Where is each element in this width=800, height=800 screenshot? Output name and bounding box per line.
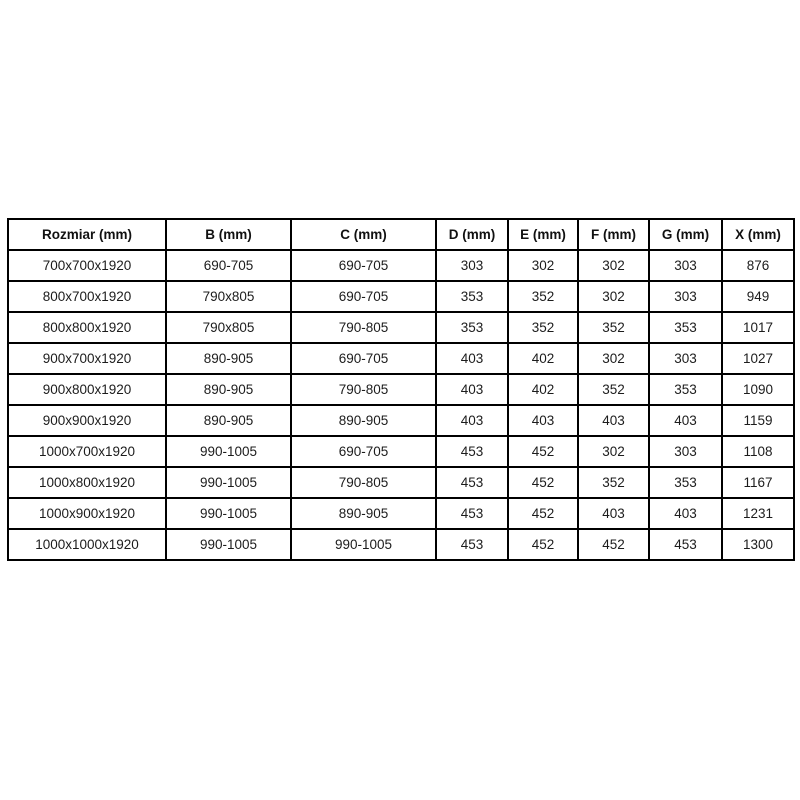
table-header-row bbox=[8, 219, 794, 250]
column-header-f: F (mm) bbox=[578, 219, 649, 250]
cell-b: 890-905 bbox=[166, 343, 291, 374]
cell-rozmiar: 1000x700x1920 bbox=[8, 436, 166, 467]
cell-e: 452 bbox=[508, 436, 578, 467]
cell-f: 302 bbox=[578, 281, 649, 312]
cell-x: 1108 bbox=[722, 436, 794, 467]
cell-rozmiar: 900x700x1920 bbox=[8, 343, 166, 374]
cell-x: 1017 bbox=[722, 312, 794, 343]
table-row bbox=[8, 281, 794, 312]
cell-e: 402 bbox=[508, 343, 578, 374]
cell-d: 403 bbox=[436, 343, 508, 374]
cell-g: 403 bbox=[649, 405, 722, 436]
cell-g: 303 bbox=[649, 250, 722, 281]
cell-rozmiar: 1000x900x1920 bbox=[8, 498, 166, 529]
column-header-g: G (mm) bbox=[649, 219, 722, 250]
dimension-spec-table bbox=[7, 218, 795, 561]
cell-x: 1027 bbox=[722, 343, 794, 374]
cell-e: 302 bbox=[508, 250, 578, 281]
table-row bbox=[8, 250, 794, 281]
cell-g: 453 bbox=[649, 529, 722, 560]
cell-g: 353 bbox=[649, 312, 722, 343]
column-header-rozmiar: Rozmiar (mm) bbox=[8, 219, 166, 250]
cell-b: 890-905 bbox=[166, 374, 291, 405]
cell-c: 890-905 bbox=[291, 405, 436, 436]
table-row bbox=[8, 374, 794, 405]
cell-rozmiar: 900x900x1920 bbox=[8, 405, 166, 436]
cell-c: 690-705 bbox=[291, 343, 436, 374]
column-header-d: D (mm) bbox=[436, 219, 508, 250]
cell-x: 876 bbox=[722, 250, 794, 281]
column-header-x: X (mm) bbox=[722, 219, 794, 250]
cell-rozmiar: 800x800x1920 bbox=[8, 312, 166, 343]
cell-g: 303 bbox=[649, 436, 722, 467]
cell-g: 303 bbox=[649, 343, 722, 374]
cell-c: 790-805 bbox=[291, 312, 436, 343]
cell-d: 403 bbox=[436, 405, 508, 436]
cell-e: 352 bbox=[508, 312, 578, 343]
cell-rozmiar: 800x700x1920 bbox=[8, 281, 166, 312]
cell-g: 353 bbox=[649, 467, 722, 498]
cell-c: 690-705 bbox=[291, 436, 436, 467]
cell-b: 990-1005 bbox=[166, 529, 291, 560]
cell-f: 352 bbox=[578, 467, 649, 498]
cell-rozmiar: 1000x800x1920 bbox=[8, 467, 166, 498]
cell-x: 1090 bbox=[722, 374, 794, 405]
cell-x: 1300 bbox=[722, 529, 794, 560]
cell-e: 452 bbox=[508, 498, 578, 529]
table-row bbox=[8, 467, 794, 498]
column-header-e: E (mm) bbox=[508, 219, 578, 250]
cell-c: 790-805 bbox=[291, 467, 436, 498]
cell-f: 403 bbox=[578, 498, 649, 529]
table-row bbox=[8, 498, 794, 529]
cell-x: 949 bbox=[722, 281, 794, 312]
cell-e: 402 bbox=[508, 374, 578, 405]
cell-rozmiar: 700x700x1920 bbox=[8, 250, 166, 281]
cell-e: 403 bbox=[508, 405, 578, 436]
cell-c: 790-805 bbox=[291, 374, 436, 405]
cell-g: 403 bbox=[649, 498, 722, 529]
cell-c: 690-705 bbox=[291, 281, 436, 312]
cell-e: 352 bbox=[508, 281, 578, 312]
cell-b: 690-705 bbox=[166, 250, 291, 281]
cell-x: 1167 bbox=[722, 467, 794, 498]
cell-x: 1231 bbox=[722, 498, 794, 529]
cell-f: 302 bbox=[578, 436, 649, 467]
cell-b: 790x805 bbox=[166, 281, 291, 312]
table-row bbox=[8, 312, 794, 343]
cell-c: 990-1005 bbox=[291, 529, 436, 560]
cell-b: 890-905 bbox=[166, 405, 291, 436]
cell-d: 453 bbox=[436, 467, 508, 498]
table-row bbox=[8, 405, 794, 436]
cell-c: 690-705 bbox=[291, 250, 436, 281]
cell-g: 353 bbox=[649, 374, 722, 405]
table-row bbox=[8, 343, 794, 374]
cell-e: 452 bbox=[508, 467, 578, 498]
cell-f: 403 bbox=[578, 405, 649, 436]
cell-d: 303 bbox=[436, 250, 508, 281]
cell-d: 403 bbox=[436, 374, 508, 405]
cell-e: 452 bbox=[508, 529, 578, 560]
cell-b: 990-1005 bbox=[166, 436, 291, 467]
cell-d: 353 bbox=[436, 312, 508, 343]
cell-d: 453 bbox=[436, 498, 508, 529]
cell-f: 302 bbox=[578, 343, 649, 374]
cell-x: 1159 bbox=[722, 405, 794, 436]
table-row bbox=[8, 529, 794, 560]
cell-f: 352 bbox=[578, 312, 649, 343]
column-header-c: C (mm) bbox=[291, 219, 436, 250]
cell-d: 353 bbox=[436, 281, 508, 312]
cell-f: 302 bbox=[578, 250, 649, 281]
table-row bbox=[8, 436, 794, 467]
cell-rozmiar: 900x800x1920 bbox=[8, 374, 166, 405]
cell-rozmiar: 1000x1000x1920 bbox=[8, 529, 166, 560]
cell-f: 352 bbox=[578, 374, 649, 405]
column-header-b: B (mm) bbox=[166, 219, 291, 250]
cell-d: 453 bbox=[436, 529, 508, 560]
cell-b: 990-1005 bbox=[166, 498, 291, 529]
cell-f: 452 bbox=[578, 529, 649, 560]
cell-c: 890-905 bbox=[291, 498, 436, 529]
cell-g: 303 bbox=[649, 281, 722, 312]
cell-b: 990-1005 bbox=[166, 467, 291, 498]
cell-d: 453 bbox=[436, 436, 508, 467]
cell-b: 790x805 bbox=[166, 312, 291, 343]
